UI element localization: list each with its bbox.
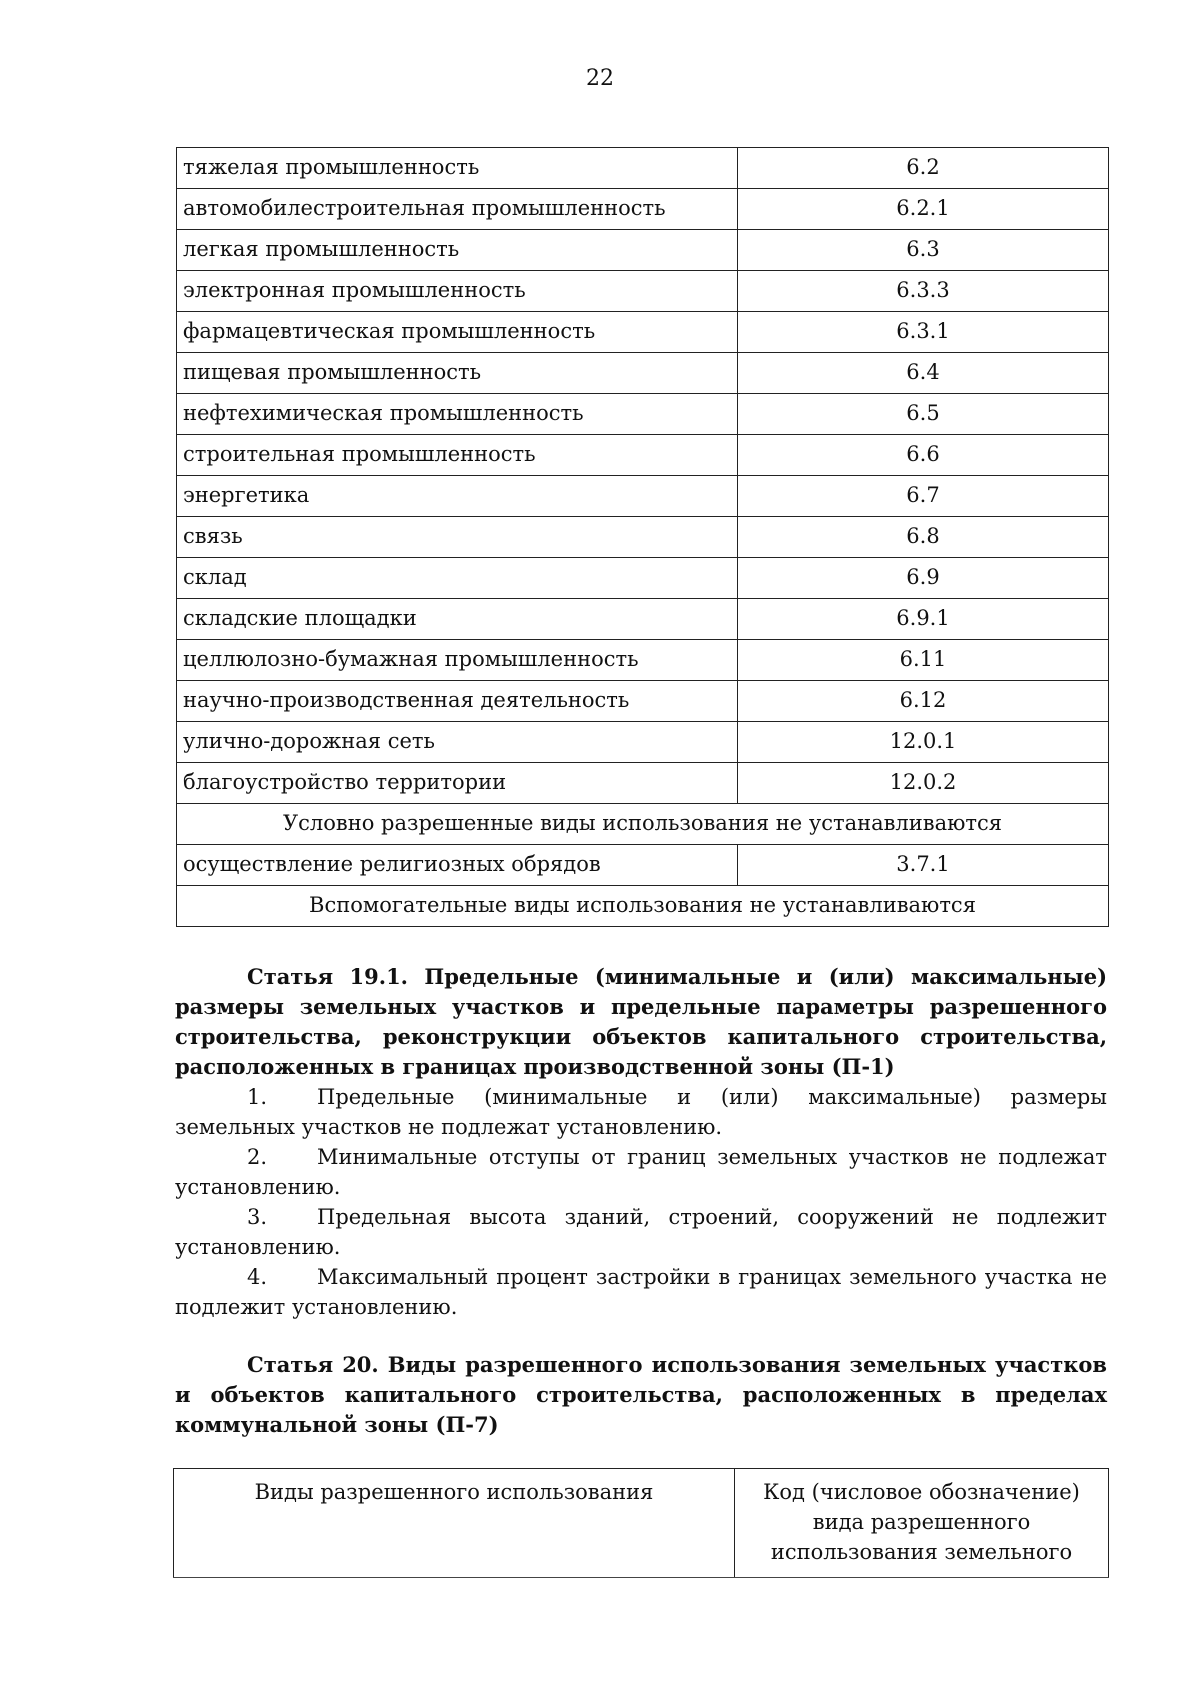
- article-19-1-item: [175, 1202, 1107, 1262]
- table-row: [177, 558, 1109, 599]
- use-code: 6.5: [738, 394, 1109, 435]
- article-19-1-item: [175, 1262, 1107, 1322]
- item-text: Минимальные отступы от границ земельных участков не подлежат установлению.: [175, 1145, 1107, 1199]
- use-code: 6.9: [738, 558, 1109, 599]
- table-row: [177, 640, 1109, 681]
- table-row: [177, 476, 1109, 517]
- item-number: 1.: [247, 1085, 268, 1109]
- column-header-uses: Виды разрешенного использования: [174, 1469, 735, 1578]
- item-number: 2.: [247, 1145, 268, 1169]
- table-row: [177, 517, 1109, 558]
- article-19-1-heading: Статья 19.1. Предельные (минимальные и (или) максимальные) размеры земельных участков и предельные параметры разрешенного строительства, реконструкции объектов капитального строительства, расположенных в границах производственной зоны (П-1): [175, 964, 1107, 1079]
- article-20: [175, 1350, 1107, 1440]
- use-name: строительная промышленность: [177, 435, 738, 476]
- communal-zone-table: [173, 1468, 1109, 1578]
- table-row: [177, 804, 1109, 845]
- use-code: 6.3.1: [738, 312, 1109, 353]
- use-code: 12.0.1: [738, 722, 1109, 763]
- article-19-1: [175, 962, 1107, 1322]
- use-name: энергетика: [177, 476, 738, 517]
- use-code: 6.3.3: [738, 271, 1109, 312]
- article-19-1-item: [175, 1082, 1107, 1142]
- table-row: [177, 763, 1109, 804]
- article-19-1-item: [175, 1142, 1107, 1202]
- use-code: 3.7.1: [738, 845, 1109, 886]
- item-number: 4.: [247, 1265, 268, 1289]
- use-code: 6.9.1: [738, 599, 1109, 640]
- use-name: целлюлозно-бумажная промышленность: [177, 640, 738, 681]
- use-name: электронная промышленность: [177, 271, 738, 312]
- use-name: связь: [177, 517, 738, 558]
- use-name: склад: [177, 558, 738, 599]
- table-row: [177, 148, 1109, 189]
- table-row: [177, 435, 1109, 476]
- use-code: 6.6: [738, 435, 1109, 476]
- table-row: [177, 845, 1109, 886]
- use-code: 6.7: [738, 476, 1109, 517]
- table-row: [177, 886, 1109, 927]
- use-code: 6.2.1: [738, 189, 1109, 230]
- use-name: осуществление религиозных обрядов: [177, 845, 738, 886]
- use-name: складские площадки: [177, 599, 738, 640]
- item-number: 3.: [247, 1205, 268, 1229]
- table-row: [177, 353, 1109, 394]
- table-header-row: [174, 1469, 1109, 1578]
- article-20-heading: Статья 20. Виды разрешенного использования земельных участков и объектов капитального строительства, расположенных в пределах коммунальной зоны (П-7): [175, 1352, 1107, 1437]
- permitted-uses-table: [176, 147, 1109, 927]
- table-row: [177, 599, 1109, 640]
- item-text: Предельные (минимальные и (или) максимальные) размеры земельных участков не подлежат установлению.: [175, 1085, 1107, 1139]
- use-name: фармацевтическая промышленность: [177, 312, 738, 353]
- use-name: автомобилестроительная промышленность: [177, 189, 738, 230]
- use-name: тяжелая промышленность: [177, 148, 738, 189]
- use-code: 12.0.2: [738, 763, 1109, 804]
- use-name: легкая промышленность: [177, 230, 738, 271]
- table-row: [177, 394, 1109, 435]
- use-code: 6.8: [738, 517, 1109, 558]
- use-name: научно-производственная деятельность: [177, 681, 738, 722]
- use-code: 6.4: [738, 353, 1109, 394]
- table-row: [177, 189, 1109, 230]
- table-row: [177, 722, 1109, 763]
- use-name: благоустройство территории: [177, 763, 738, 804]
- page-number: 22: [586, 66, 614, 91]
- column-header-code: Код (числовое обозначение) вида разрешенного использования земельного: [735, 1469, 1109, 1578]
- use-name: нефтехимическая промышленность: [177, 394, 738, 435]
- item-text: Предельная высота зданий, строений, сооружений не подлежит установлению.: [175, 1205, 1107, 1259]
- auxiliary-uses-note: Вспомогательные виды использования не устанавливаются: [177, 886, 1109, 927]
- item-text: Максимальный процент застройки в границах земельного участка не подлежит установлению.: [175, 1265, 1107, 1319]
- table-row: [177, 230, 1109, 271]
- table-row: [177, 681, 1109, 722]
- use-code: 6.3: [738, 230, 1109, 271]
- use-code: 6.12: [738, 681, 1109, 722]
- use-code: 6.2: [738, 148, 1109, 189]
- use-name: улично-дорожная сеть: [177, 722, 738, 763]
- table-row: [177, 312, 1109, 353]
- conditional-uses-note: Условно разрешенные виды использования не устанавливаются: [177, 804, 1109, 845]
- table-row: [177, 271, 1109, 312]
- use-name: пищевая промышленность: [177, 353, 738, 394]
- use-code: 6.11: [738, 640, 1109, 681]
